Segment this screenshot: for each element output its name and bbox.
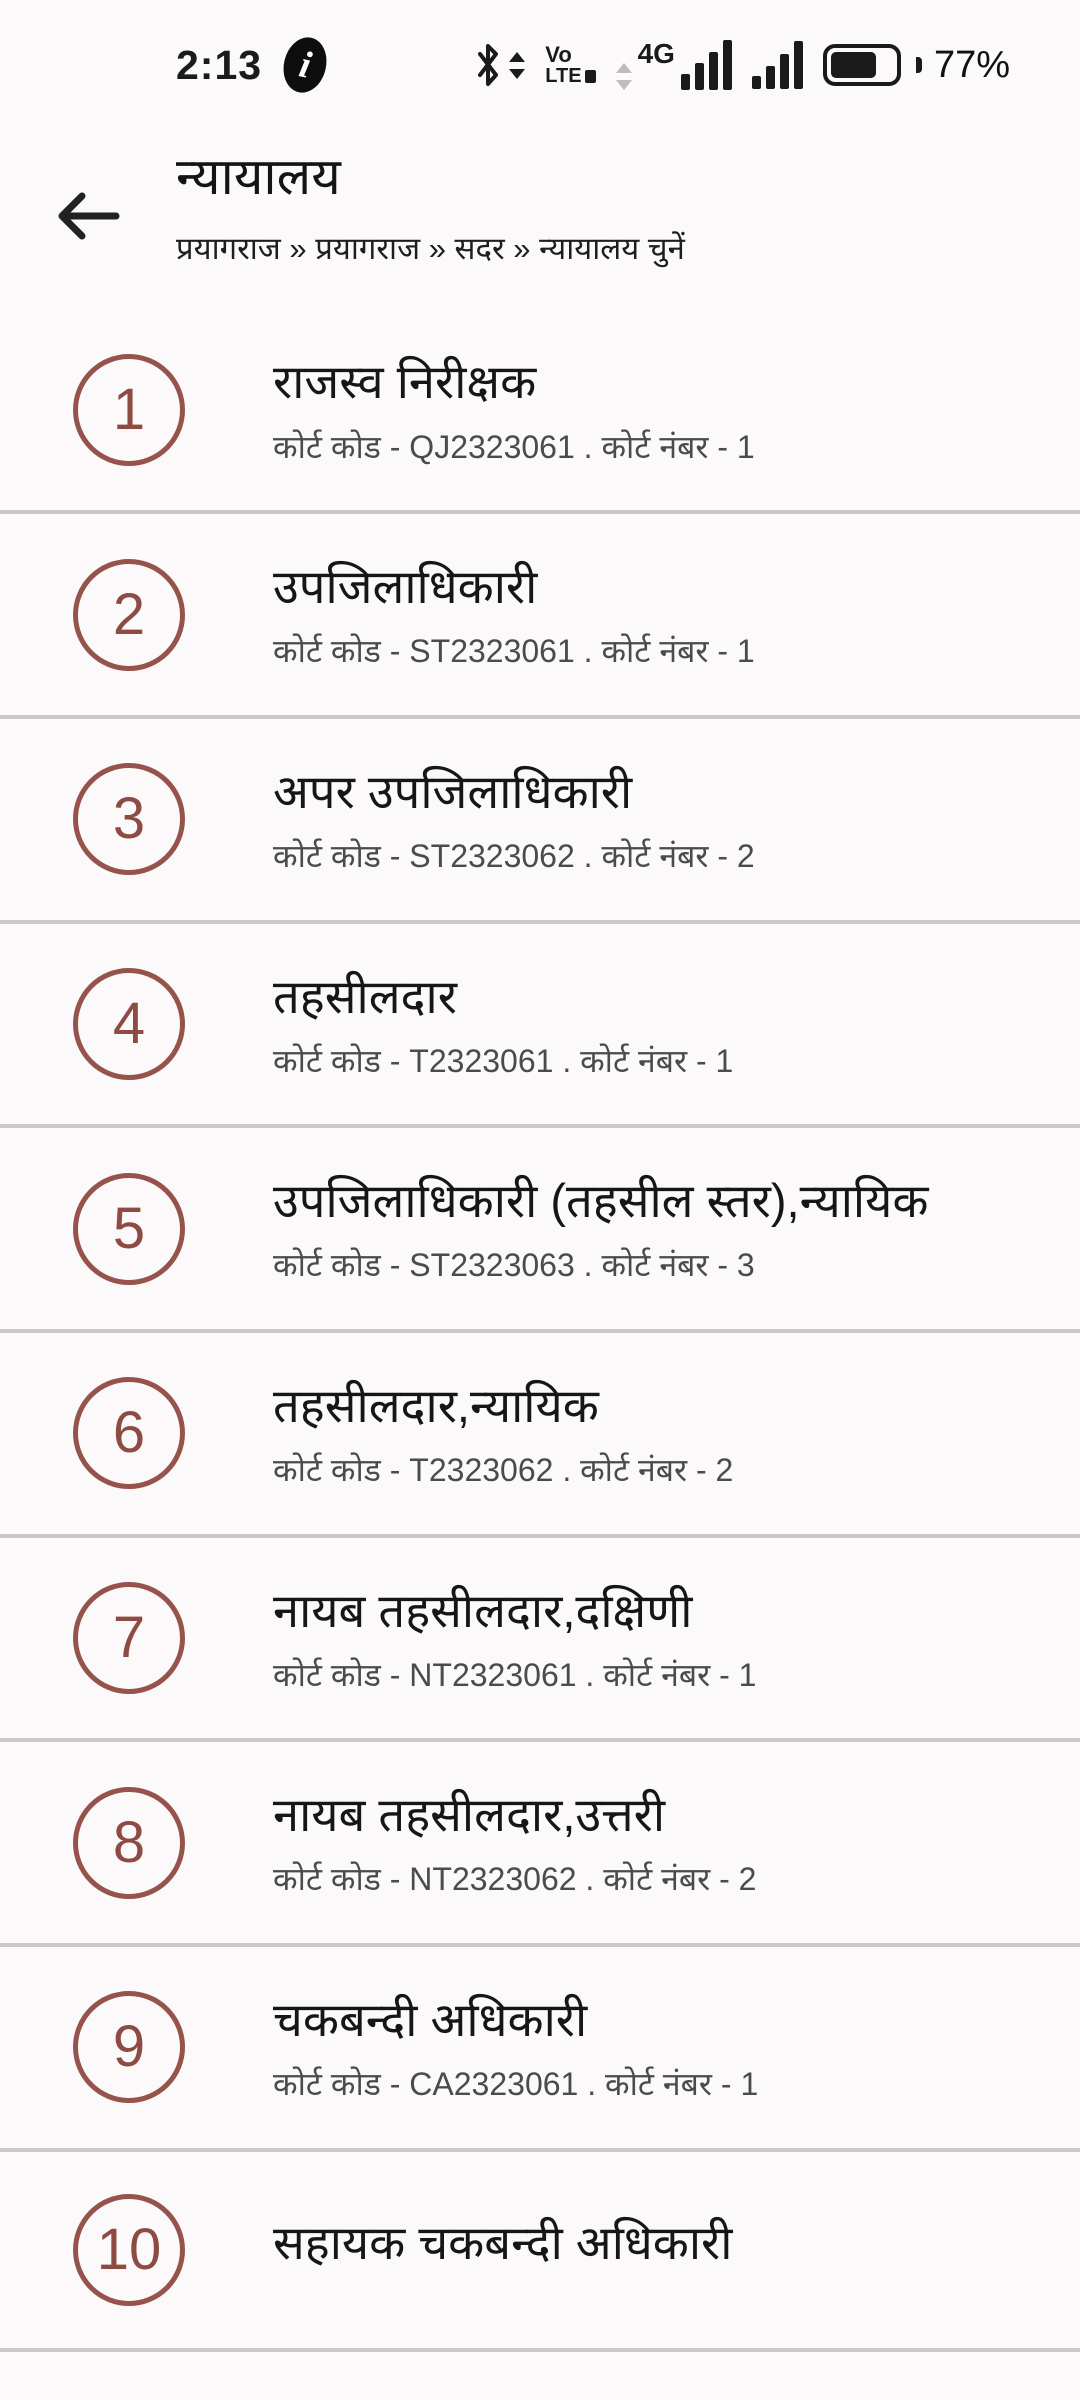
volte-icon: Vo LTE	[545, 44, 595, 86]
item-number-badge: 5	[73, 1173, 185, 1285]
court-list-item[interactable]	[0, 719, 1080, 924]
page-title: न्यायालय	[176, 148, 341, 205]
hd-box-icon	[585, 70, 596, 83]
court-code-details: कोर्ट कोड - ST2323061 . कोर्ट नंबर - 1	[273, 633, 755, 670]
court-code-details: कोर्ट कोड - NT2323062 . कोर्ट नंबर - 2	[273, 1861, 757, 1898]
court-name: सहायक चकबन्दी अधिकारी	[273, 2216, 733, 2270]
court-code-details: कोर्ट कोड - CA2323061 . कोर्ट नंबर - 1	[273, 2066, 759, 2103]
back-arrow-icon	[54, 187, 122, 245]
signal-bars-icon	[752, 41, 803, 89]
court-list-item[interactable]	[0, 1538, 1080, 1743]
item-number-badge: 4	[73, 968, 185, 1080]
battery-percent-label: 77%	[933, 43, 1010, 86]
italic-i-badge-icon: i	[278, 33, 332, 97]
item-number-badge: 2	[73, 559, 185, 671]
bluetooth-icon	[472, 41, 525, 89]
court-list-item[interactable]	[0, 1128, 1080, 1333]
court-list-item[interactable]	[0, 1742, 1080, 1947]
item-number-badge: 1	[73, 354, 185, 466]
item-number-badge: 9	[73, 1991, 185, 2103]
court-code-details: कोर्ट कोड - NT2323061 . कोर्ट नंबर - 1	[273, 1656, 757, 1693]
back-button[interactable]	[48, 176, 128, 256]
court-code-details: कोर्ट कोड - QJ2323061 . कोर्ट नंबर - 1	[273, 428, 755, 465]
court-code-details: कोर्ट कोड - ST2323063 . कोर्ट नंबर - 3	[273, 1247, 755, 1284]
court-name: नायब तहसीलदार,उत्तरी	[273, 1788, 666, 1842]
court-code-details: कोर्ट कोड - T2323062 . कोर्ट नंबर - 2	[273, 1452, 734, 1489]
court-name: उपजिलाधिकारी	[273, 560, 538, 614]
court-code-details: कोर्ट कोड - ST2323062 . कोर्ट नंबर - 2	[273, 837, 755, 874]
court-list-item[interactable]	[0, 514, 1080, 719]
court-list-item[interactable]	[0, 1333, 1080, 1538]
item-number-badge: 8	[73, 1787, 185, 1899]
court-list-item[interactable]	[0, 1947, 1080, 2152]
court-list-item[interactable]	[0, 2152, 1080, 2352]
court-code-details: कोर्ट कोड - T2323061 . कोर्ट नंबर - 1	[273, 1042, 734, 1079]
network-type-label: 4G	[637, 38, 675, 69]
item-number-badge: 6	[73, 1377, 185, 1489]
court-list	[0, 309, 1080, 2351]
court-name: तहसीलदार,न्यायिक	[273, 1378, 599, 1432]
court-name: राजस्व निरीक्षक	[273, 355, 537, 409]
court-name: उपजिलाधिकारी (तहसील स्तर),न्यायिक	[273, 1174, 929, 1228]
court-name: नायब तहसीलदार,दक्षिणी	[273, 1583, 693, 1637]
status-bar	[0, 0, 1080, 112]
battery-icon	[823, 44, 901, 86]
court-list-item[interactable]	[0, 309, 1080, 514]
page-header	[0, 112, 1080, 309]
breadcrumb: प्रयागराज » प्रयागराज » सदर » न्यायालय चुनें	[176, 231, 685, 267]
court-list-item[interactable]	[0, 924, 1080, 1129]
court-name: चकबन्दी अधिकारी	[273, 1992, 588, 2046]
court-name: तहसीलदार	[273, 969, 457, 1023]
clock: 2:13	[176, 41, 263, 88]
item-number-badge: 10	[73, 2194, 185, 2306]
item-number-badge: 7	[73, 1582, 185, 1694]
item-number-badge: 3	[73, 763, 185, 875]
signal-bars-icon	[616, 40, 732, 90]
battery-indicator	[823, 44, 1010, 87]
court-name: अपर उपजिलाधिकारी	[273, 764, 633, 818]
